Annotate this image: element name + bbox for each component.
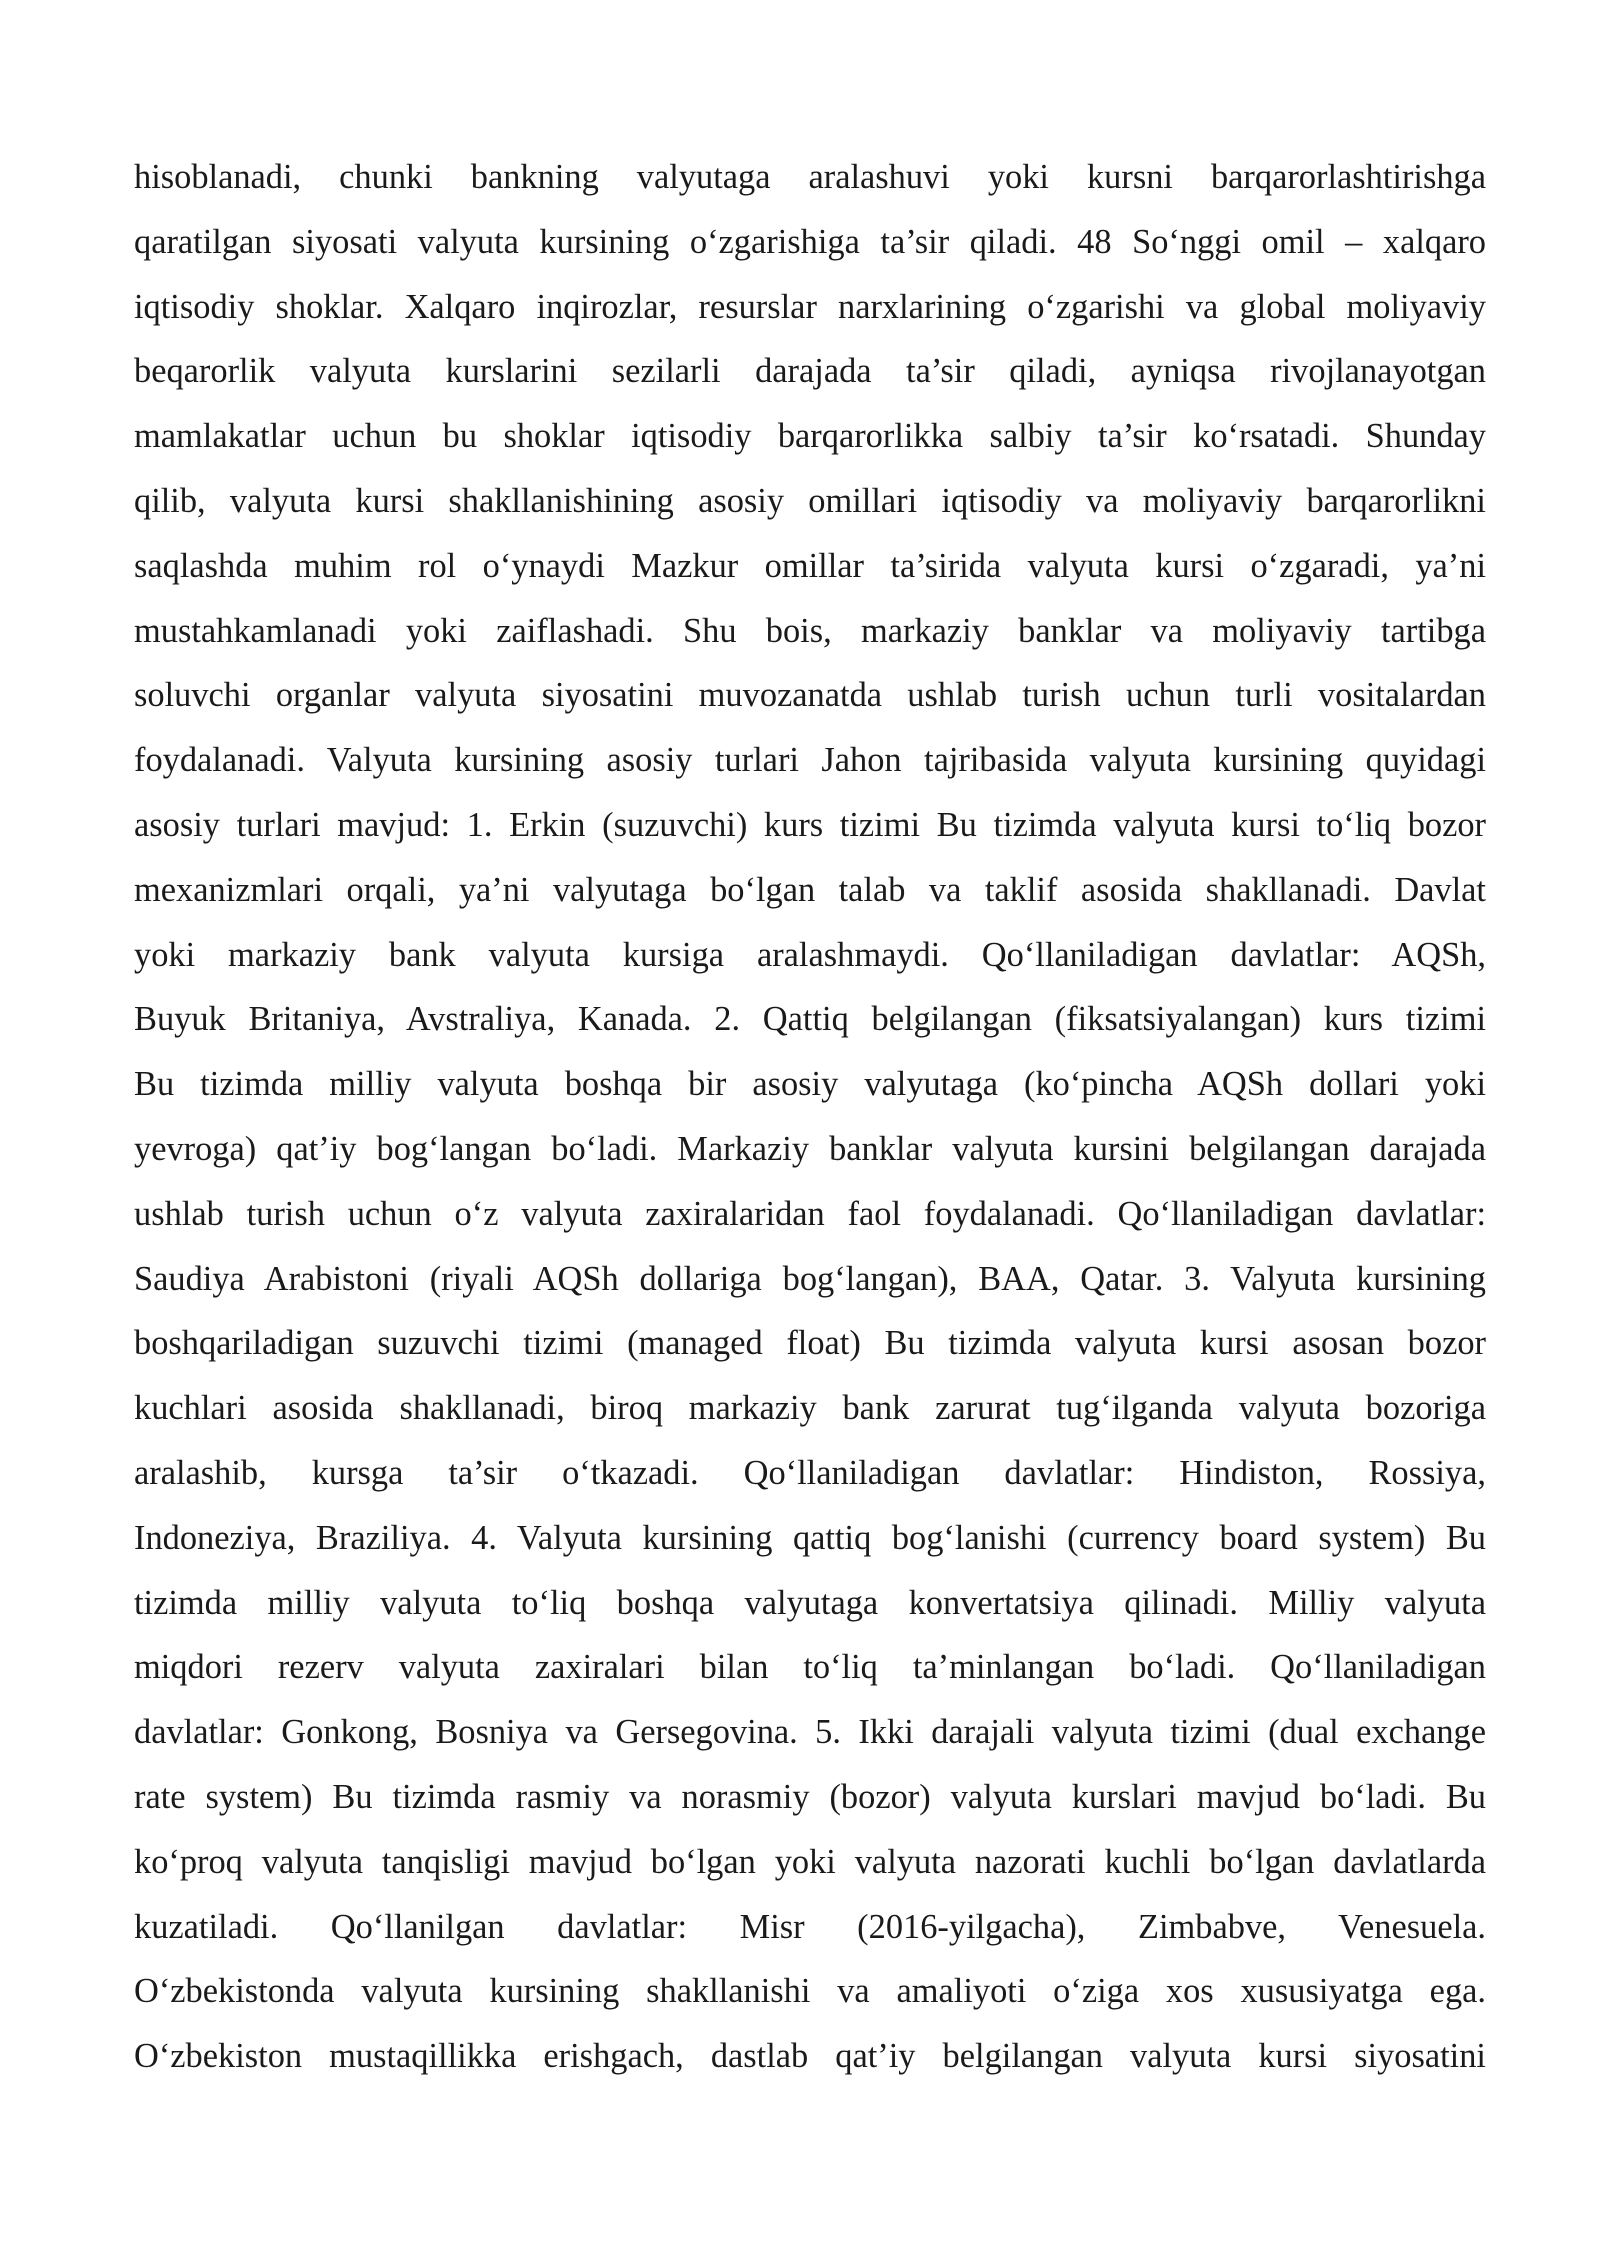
text-line: rate system) Bu tizimda rasmiy va norasmiy (bozor) valyuta kurslari mavjud bo‘ladi. Bu [134, 1777, 1486, 1816]
text-line: Saudiya Arabistoni (riyali AQSh dollariga bog‘langan), BAA, Qatar. 3. Valyuta kursining [134, 1259, 1486, 1298]
text-line: yoki markaziy bank valyuta kursiga aralashmaydi. Qo‘llaniladigan davlatlar: AQSh, [134, 935, 1486, 974]
text-line: aralashib, kursga ta’sir o‘tkazadi. Qo‘llaniladigan davlatlar: Hindiston, Rossiya, [134, 1453, 1486, 1492]
text-line: kuchlari asosida shakllanadi, biroq markaziy bank zarurat tug‘ilganda valyuta bozoriga [134, 1389, 1486, 1428]
text-line: O‘zbekiston mustaqillikka erishgach, dastlab qat’iy belgilangan valyuta kursi siyosatini [134, 2037, 1486, 2076]
text-line: iqtisodiy shoklar. Xalqaro inqirozlar, resurslar narxlarining o‘zgarishi va global moliyaviy [134, 287, 1486, 326]
text-line: qilib, valyuta kursi shakllanishining asosiy omillari iqtisodiy va moliyaviy barqarorlikni [134, 481, 1486, 520]
text-line: boshqariladigan suzuvchi tizimi (managed float) Bu tizimda valyuta kursi asosan bozor [134, 1324, 1486, 1363]
text-line: hisoblanadi, chunki bankning valyutaga aralashuvi yoki kursni barqarorlashtirishga [134, 158, 1486, 196]
text-line: yevroga) qat’iy bog‘langan bo‘ladi. Markaziy banklar valyuta kursini belgilangan darajada [134, 1129, 1486, 1168]
text-line: ushlab turish uchun o‘z valyuta zaxiralaridan faol foydalanadi. Qo‘llaniladigan davlatlar: [134, 1194, 1486, 1233]
text-line: Bu tizimda milliy valyuta boshqa bir asosiy valyutaga (ko‘pincha AQSh dollari yoki [134, 1065, 1486, 1104]
body-text [134, 145, 1486, 2089]
text-line: tizimda milliy valyuta to‘liq boshqa valyutaga konvertatsiya qilinadi. Milliy valyuta [134, 1583, 1486, 1622]
text-line: davlatlar: Gonkong, Bosniya va Gersegovina. 5. Ikki darajali valyuta tizimi (dual exchange [134, 1713, 1486, 1752]
text-line: Buyuk Britaniya, Avstraliya, Kanada. 2. Qattiq belgilangan (fiksatsiyalangan) kurs tizimi [134, 1000, 1486, 1039]
text-line: miqdori rezerv valyuta zaxiralari bilan to‘liq ta’minlangan bo‘ladi. Qo‘llaniladigan [134, 1648, 1486, 1687]
text-line: O‘zbekistonda valyuta kursining shakllanishi va amaliyoti o‘ziga xos xususiyatga ega. [134, 1972, 1486, 2011]
text-line: beqarorlik valyuta kurslarini sezilarli darajada ta’sir qiladi, ayniqsa rivojlanayotgan [134, 352, 1486, 391]
text-line: mustahkamlanadi yoki zaiflashadi. Shu bois, markaziy banklar va moliyaviy tartibga [134, 611, 1486, 650]
text-line: kuzatiladi. Qo‘llanilgan davlatlar: Misr (2016-yilgacha), Zimbabve, Venesuela. [134, 1907, 1486, 1946]
text-line: Indoneziya, Braziliya. 4. Valyuta kursining qattiq bog‘lanishi (currency board system) Bu [134, 1518, 1486, 1557]
text-line: foydalanadi. Valyuta kursining asosiy turlari Jahon tajribasida valyuta kursining quyidagi [134, 741, 1486, 780]
text-line: qaratilgan siyosati valyuta kursining o‘zgarishiga ta’sir qiladi. 48 So‘nggi omil – xalqaro [134, 222, 1486, 261]
text-line: saqlashda muhim rol o‘ynaydi Mazkur omillar ta’sirida valyuta kursi o‘zgaradi, ya’ni [134, 546, 1486, 585]
text-line: mexanizmlari orqali, ya’ni valyutaga bo‘lgan talab va taklif asosida shakllanadi. Davlat [134, 870, 1486, 909]
text-line: asosiy turlari mavjud: 1. Erkin (suzuvchi) kurs tizimi Bu tizimda valyuta kursi to‘liq bozor [134, 805, 1486, 844]
text-line: soluvchi organlar valyuta siyosatini muvozanatda ushlab turish uchun turli vositalardan [134, 676, 1486, 715]
text-line: ko‘proq valyuta tanqisligi mavjud bo‘lgan yoki valyuta nazorati kuchli bo‘lgan davlatlarda [134, 1842, 1486, 1881]
text-line: mamlakatlar uchun bu shoklar iqtisodiy barqarorlikka salbiy ta’sir ko‘rsatadi. Shunday [134, 417, 1486, 456]
